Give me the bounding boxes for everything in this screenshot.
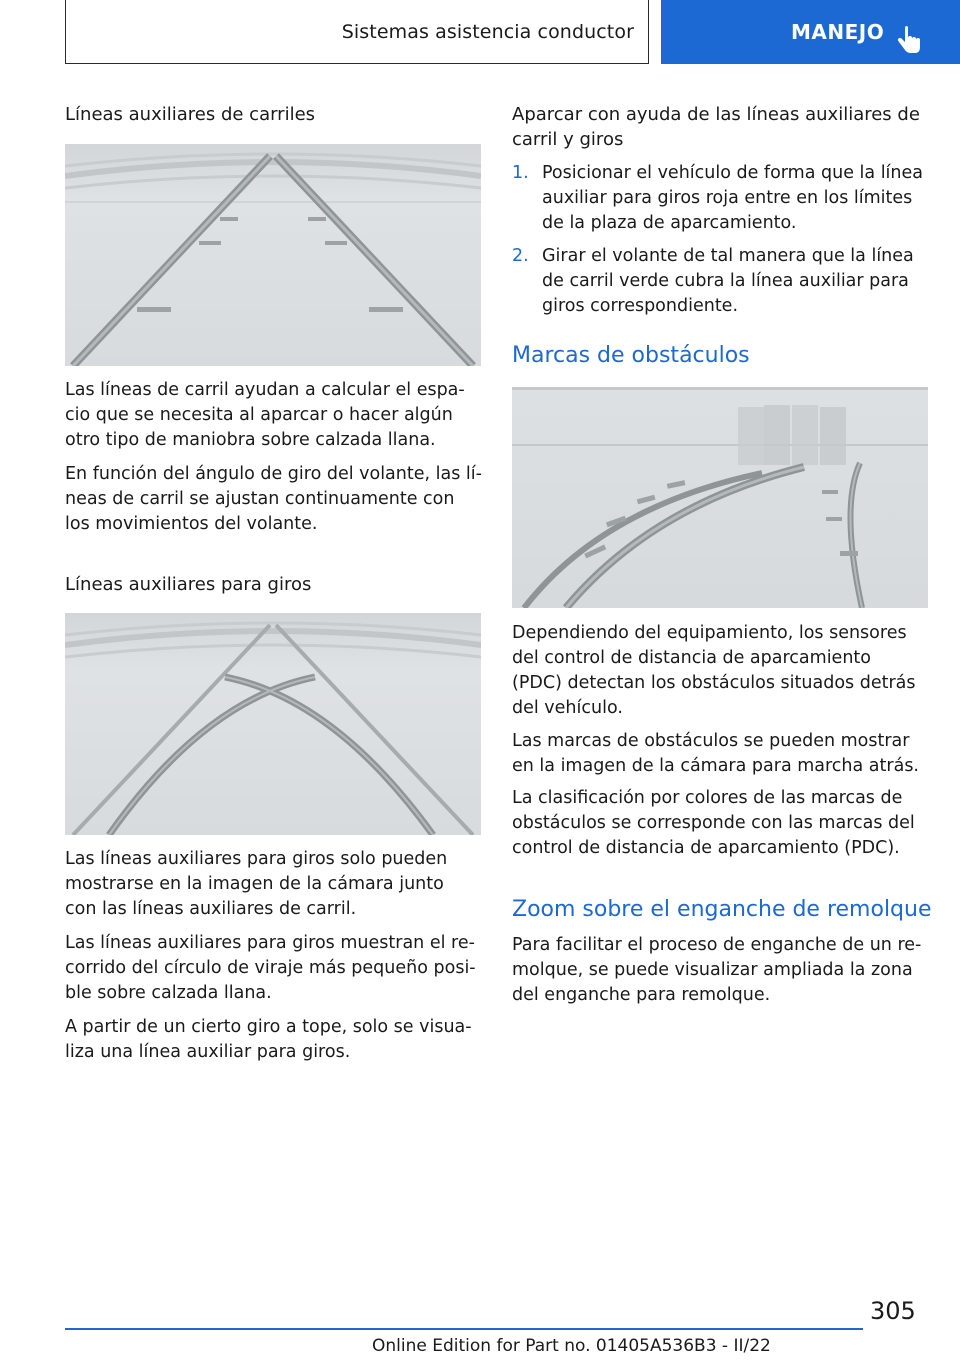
paragraph-lane-2: [65, 462, 485, 537]
text-line: ble sobre calzada llana.: [65, 983, 272, 1003]
page-number: 305: [870, 1297, 916, 1325]
paragraph-turn-1: [65, 847, 485, 922]
heading-line: Aparcar con ayuda de las líneas auxiliares de: [512, 104, 920, 125]
paragraph-obstacles-1: [512, 621, 932, 721]
paragraph-trailer-zoom: [512, 933, 932, 1008]
heading-obstacles: Marcas de obstáculos: [512, 343, 750, 368]
text-line: los movimientos del volante.: [65, 514, 318, 534]
text-line: Girar el volante de tal manera que la línea: [542, 246, 914, 266]
heading-trailer-zoom: Zoom sobre el enganche de remolque: [512, 897, 932, 922]
step-number: 1.: [512, 163, 529, 183]
figure-obstacle-marks: [512, 387, 928, 608]
step-number: 2.: [512, 246, 529, 266]
text-line: En función del ángulo de giro del volante, las lí-: [65, 464, 482, 484]
hand-pointer-icon: [896, 26, 922, 56]
text-line: de carril verde cubra la línea auxiliar para: [542, 271, 909, 291]
text-line: corrido del círculo de viraje más pequeño posi-: [65, 958, 476, 978]
text-line: Las líneas de carril ayudan a calcular el espa-: [65, 380, 465, 400]
text-line: Las marcas de obstáculos se pueden mostrar: [512, 731, 910, 751]
heading-lane-lines: Líneas auxiliares de carriles: [65, 104, 316, 125]
header-section-box: [65, 0, 649, 64]
figure-turn-lines: [65, 613, 481, 835]
paragraph-obstacles-3: [512, 786, 932, 861]
step-text: [542, 161, 930, 236]
heading-turn-lines: Líneas auxiliares para giros: [65, 574, 312, 595]
text-line: control de distancia de aparcamiento (PDC).: [512, 838, 900, 858]
figure-lane-lines: [65, 144, 481, 366]
text-line: auxiliar para giros roja entre en los límites: [542, 188, 913, 208]
text-line: liza una línea auxiliar para giros.: [65, 1042, 351, 1062]
text-line: (PDC) detectan los obstáculos situados detrás: [512, 673, 916, 693]
text-line: obstáculos se corresponde con las marcas del: [512, 813, 915, 833]
text-line: Para facilitar el proceso de enganche de un re-: [512, 935, 922, 955]
paragraph-lane-1: [65, 378, 485, 453]
text-line: del vehículo.: [512, 698, 623, 718]
text-line: neas de carril se ajustan continuamente con: [65, 489, 455, 509]
heading-parking: [512, 102, 920, 152]
text-line: La clasificación por colores de las marcas de: [512, 788, 903, 808]
text-line: otro tipo de maniobra sobre calzada llana.: [65, 430, 436, 450]
text-line: cio que se necesita al aparcar o hacer algún: [65, 405, 453, 425]
section-title: Sistemas asistencia conductor: [341, 20, 634, 43]
text-line: A partir de un cierto giro a tope, solo se visua-: [65, 1017, 472, 1037]
text-line: Dependiendo del equipamiento, los sensores: [512, 623, 907, 643]
edition-footer: Online Edition for Part no. 01405A536B3 - II/22: [372, 1336, 771, 1356]
text-line: de la plaza de aparcamiento.: [542, 213, 797, 233]
heading-line: carril y giros: [512, 129, 624, 150]
text-line: Las líneas auxiliares para giros muestran el re-: [65, 933, 475, 953]
text-line: del control de distancia de aparcamiento: [512, 648, 871, 668]
paragraph-turn-2: [65, 931, 485, 1006]
text-line: Las líneas auxiliares para giros solo pueden: [65, 849, 448, 869]
text-line: molque, se puede visualizar ampliada la zona: [512, 960, 913, 980]
text-line: con las líneas auxiliares de carril.: [65, 899, 357, 919]
text-line: Posicionar el vehículo de forma que la línea: [542, 163, 924, 183]
footer-divider: [65, 1328, 863, 1330]
text-line: del enganche para remolque.: [512, 985, 771, 1005]
text-line: mostrarse en la imagen de la cámara junto: [65, 874, 444, 894]
step-text: [542, 244, 930, 319]
text-line: giros correspondiente.: [542, 296, 739, 316]
paragraph-obstacles-2: [512, 729, 932, 779]
chapter-tab-label: MANEJO: [791, 20, 885, 44]
text-line: en la imagen de la cámara para marcha atrás.: [512, 756, 919, 776]
paragraph-turn-3: [65, 1015, 485, 1065]
